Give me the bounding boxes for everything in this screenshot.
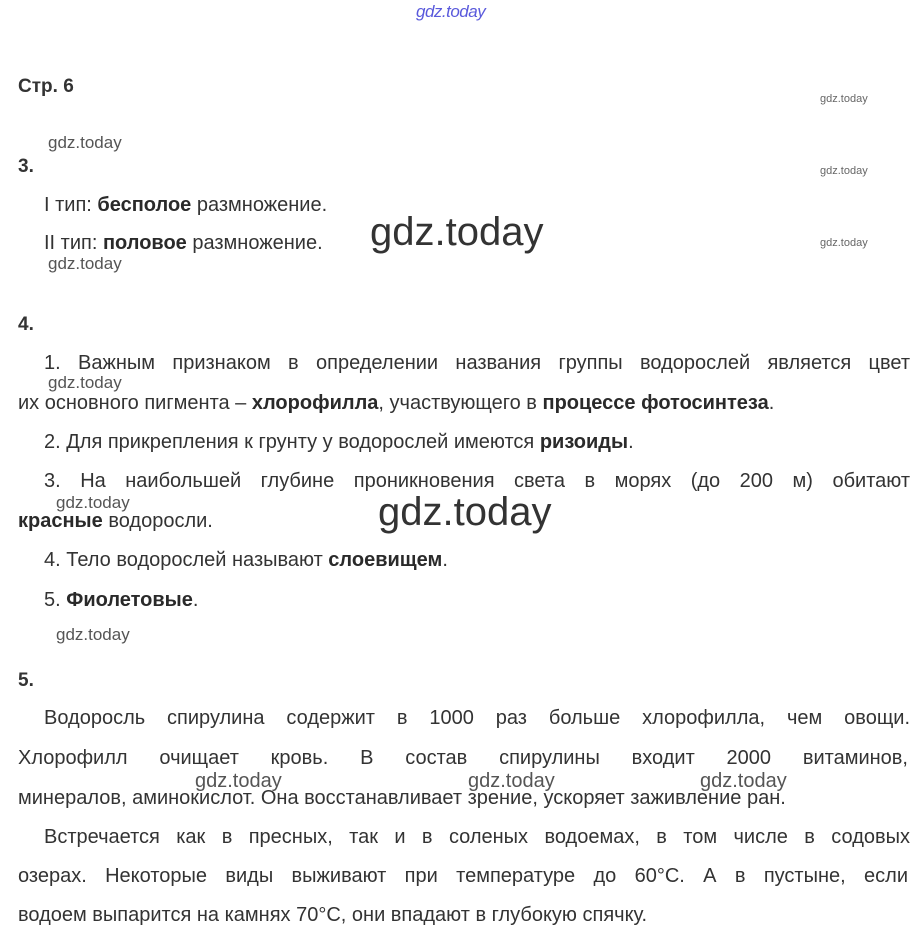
section-5-number: 5. bbox=[18, 670, 34, 691]
text: II тип: bbox=[44, 232, 103, 254]
watermark-small: gdz.today bbox=[56, 625, 130, 644]
section-4-item-2 bbox=[44, 431, 634, 454]
section-4-number: 4. bbox=[18, 314, 34, 335]
section-4-item-1-line-2 bbox=[18, 392, 774, 415]
watermark-small: gdz.today bbox=[700, 770, 787, 792]
section-4-item-4 bbox=[44, 549, 448, 572]
text: 5. bbox=[44, 589, 67, 611]
section-3-line-1 bbox=[44, 194, 327, 217]
watermark-top: gdz.today bbox=[416, 2, 486, 21]
section-5-para-1-line-1: Водоросль спирулина содержит в 1000 раз больше хлорофилла, чем овощи. bbox=[44, 707, 910, 729]
bold-term: хлорофилла bbox=[251, 392, 379, 414]
watermark-large: gdz.today bbox=[370, 210, 544, 254]
text: водоросли. bbox=[102, 510, 213, 532]
text: размножение. bbox=[191, 194, 328, 216]
section-4-item-5 bbox=[44, 589, 198, 612]
watermark-large: gdz.today bbox=[378, 490, 552, 534]
section-4-item-1-line-1: 1. Важным признаком в определении названия группы водорослей является цвет bbox=[44, 352, 910, 374]
bold-term: процессе фотосинтеза bbox=[542, 392, 769, 414]
bold-term: половое bbox=[102, 232, 187, 254]
section-5-para-2-line-2: озерах. Некоторые виды выживают при температуре до 60°С. А в пустыне, если bbox=[18, 865, 908, 887]
watermark-small: gdz.today bbox=[820, 165, 868, 177]
watermark-small: gdz.today bbox=[48, 373, 122, 392]
text: их основного пигмента – bbox=[18, 392, 252, 414]
bold-term: красные bbox=[18, 510, 103, 532]
watermark-small: gdz.today bbox=[820, 93, 868, 105]
bold-term: бесполое bbox=[97, 194, 192, 216]
section-3-number: 3. bbox=[18, 156, 34, 177]
bold-term: Фиолетовые bbox=[66, 589, 193, 611]
section-5-para-1-line-3: минералов, аминокислот. Она восстанавливает зрение, ускоряет заживление ран. bbox=[18, 787, 786, 809]
section-4-item-3-line-2 bbox=[18, 510, 213, 533]
text: . bbox=[192, 589, 199, 611]
text: , участвующего в bbox=[378, 392, 543, 414]
text: 2. Для прикрепления к грунту у водорослей имеются bbox=[44, 431, 540, 453]
section-5-para-2-line-1: Встречается как в пресных, так и в соленых водоемах, в том числе в содовых bbox=[44, 826, 910, 848]
watermark-small: gdz.today bbox=[820, 237, 868, 249]
text: . bbox=[628, 431, 634, 453]
page-reference-text: Стр. 6 bbox=[18, 76, 74, 97]
section-5-para-2-line-3: водоем выпарится на камнях 70°С, они впадают в глубокую спячку. bbox=[18, 904, 648, 926]
watermark-small: gdz.today bbox=[48, 254, 122, 273]
text: I тип: bbox=[44, 194, 98, 216]
text: размножение. bbox=[186, 232, 323, 254]
watermark-small: gdz.today bbox=[468, 770, 555, 792]
section-3-line-2 bbox=[44, 232, 323, 255]
watermark-small: gdz.today bbox=[56, 493, 130, 512]
section-5-para-1-line-2: Хлорофилл очищает кровь. В состав спирулины входит 2000 витаминов, bbox=[18, 747, 908, 769]
bold-term: ризоиды bbox=[539, 431, 629, 453]
bold-term: слоевищем bbox=[328, 549, 443, 571]
text: 4. Тело водорослей называют bbox=[44, 549, 329, 571]
section-4-item-3-line-1: 3. На наибольшей глубине проникновения света в морях (до 200 м) обитают bbox=[44, 470, 910, 492]
text: . bbox=[442, 549, 448, 571]
page-reference bbox=[18, 76, 74, 98]
watermark-small: gdz.today bbox=[195, 770, 282, 792]
watermark-small: gdz.today bbox=[48, 133, 122, 152]
text: . bbox=[768, 392, 775, 414]
